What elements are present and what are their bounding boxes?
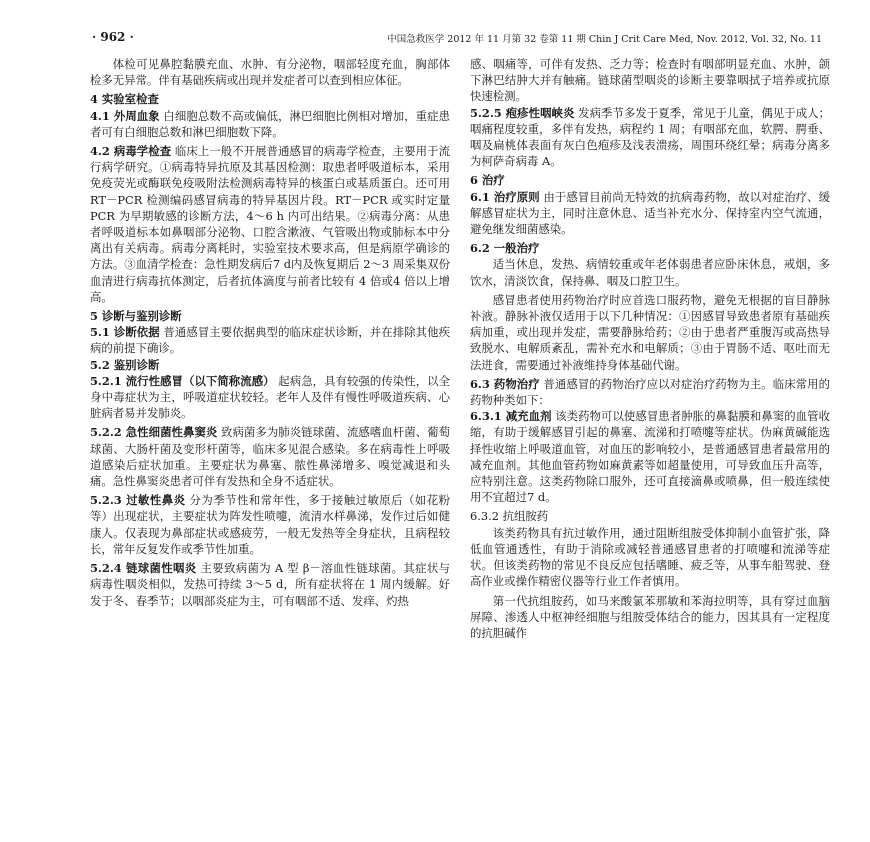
- paragraph-text: 由于感冒目前尚无特效的抗病毒药物，故以对症治疗、缓解感冒症状为主，同时注意休息、适当补充水分、保持室内空气流通，避免继发细菌感染。: [470, 189, 830, 237]
- section-heading: 6 治疗: [470, 173, 505, 188]
- running-header: [92, 30, 822, 46]
- subsection-heading: 5.2 鉴别诊断: [90, 357, 160, 372]
- subsection-heading: 5.2.3 过敏性鼻炎: [90, 493, 186, 508]
- paragraph-text: 临床上一般不开展普通感冒的病毒学检查，主要用于流行病学研究。①病毒特异抗原及其基因检测：取患者呼吸道标本，采用免疫荧光或酶联免疫吸附法检测病毒特异的核蛋白或基质蛋白。还可用 RT－PCR 检测编码感冒病毒的特异基因片段。RT－PCR 或实时定量 PCR 为早期敏感的诊断方法，4～6 h 内可出结果。②病毒分离：从患者呼吸道标本如鼻咽部分泌物、口腔含漱液、气管吸出物或肺标本中分离出有关病毒。病毒分离耗时，实验室技术要求高，但是病原学确诊的方法。③血清学检查：急性期发病后7 d内及恢复期后 2～3 周采集双份血清进行病毒抗体测定，后者抗体滴度与前者比较有 4 倍或4 倍以上增高。: [90, 144, 450, 304]
- subsection-heading: 5.2.4 链球菌性咽炎: [90, 561, 197, 576]
- paragraph-text: 主要致病菌为 A 型 β－溶血性链球菌。其症状与病毒性咽炎相似，发热可持续 3～5 d，所有症状将在 1 周内缓解。好发于冬、春季节；以咽部炎症为主，可有咽部不适、发痒、灼热: [90, 561, 450, 608]
- paragraph-text: 该类药物可以使感冒患者肿胀的鼻黏膜和鼻窦的血管收缩，有助于缓解感冒引起的鼻塞、流涕和打喷嚏等症状。伪麻黄碱能选择性收缩上呼吸道血管，对血压的影响较小，是普通感冒患者最常用的减充血剂。其他血管药物如麻黄素等如超量使用，可导致血压升高等，应特别注意。这类药物除口服外，还可直接滴鼻或喷鼻，但一般连续使用不宜超过7 d。: [470, 409, 830, 505]
- subsection-heading: 6.3 药物治疗: [470, 376, 540, 391]
- subsection-heading: 5.2.1 流行性感冒（以下简称流感）: [90, 373, 275, 388]
- paragraph: [470, 376, 830, 408]
- paragraph-text: 分为季节性和常年性，多于接触过敏原后（如花粉等）出现症状，主要症状为阵发性喷嚏，流清水样鼻涕，发作过后如健康人。仅表现为鼻部症状或感疲劳，一般无发热等全身症状，且病程较长，常年反复发作或季节性加重。: [90, 493, 450, 556]
- section-heading: 4 实验室检查: [90, 92, 159, 107]
- paragraph: [470, 189, 830, 238]
- paragraph-text: 普通感冒主要依据典型的临床症状诊断，并在排除其他疾病的前提下确诊。: [90, 325, 450, 356]
- paragraph: 适当休息，发热、病情较重或年老体弱患者应卧床休息，戒烟，多饮水，清淡饮食，保持鼻、咽及口腔卫生。: [470, 257, 830, 288]
- paragraph: [90, 492, 450, 557]
- subsection-heading: 6.3.1 减充血剂: [470, 409, 552, 424]
- paragraph-text: 普通感冒的药物治疗应以对症治疗药物为主。临床常用的药物种类如下：: [470, 376, 830, 408]
- paragraph-text: 白细胞总数不高或偏低，淋巴细胞比例相对增加，重症患者可有白细胞总数和淋巴细胞数下降。: [90, 108, 450, 139]
- paragraph: [470, 105, 830, 170]
- paragraph: [90, 324, 450, 356]
- paragraph-text: 起病急，具有较强的传染性，以全身中毒症状为主，呼吸道症状较轻。老年人及伴有慢性呼吸道疾病、心脏病者易并发肺炎。: [90, 373, 450, 421]
- paragraph-text: 发病季节多发于夏季，常见于儿童，偶见于成人；咽痛程度较重，多伴有发热，病程约 1 周；有咽部充血，软腭、腭垂、咽及扁桃体表面有灰白色疱疹及浅表溃疡，周围环绕红晕；病毒分离多为柯萨奇病毒 A。: [470, 105, 830, 169]
- left-column: [90, 56, 450, 609]
- subsection-heading: 6.1 治疗原则: [470, 189, 540, 204]
- paragraph: 该类药物具有抗过敏作用，通过阻断组胺受体抑制小血管扩张，降低血管通透性，有助于消除或减轻普通感冒患者的打喷嚏和流涕等症状。但该类药物的常见不良反应包括嗜睡、疲乏等，从事车船驾驶、登高作业或操作精密仪器等行业工作者慎用。: [470, 525, 830, 589]
- paragraph: [90, 560, 450, 609]
- subsection-heading: 6.2 一般治疗: [470, 241, 540, 256]
- paragraph-text: 致病菌多为肺炎链球菌、流感嗜血杆菌、葡萄球菌、大肠杆菌及变形杆菌等，临床多见混合感染。多在病毒性上呼吸道感染后症状加重。主要症状为鼻塞、脓性鼻涕增多、嗅觉减退和头痛。急性鼻窦炎患者可伴有发热和全身不适症状。: [90, 425, 450, 489]
- paragraph: [90, 108, 450, 140]
- paragraph: 体检可见鼻腔黏膜充血、水肿、有分泌物，咽部轻度充血，胸部体检多无异常。伴有基础疾病或出现并发症者可以查到相应体征。: [90, 57, 450, 88]
- page-number: · 962 ·: [92, 30, 134, 44]
- subsection-heading: 5.1 诊断依据: [90, 325, 160, 340]
- subsection-heading: 5.2.2 急性细菌性鼻窦炎: [90, 425, 218, 440]
- paragraph: [470, 408, 830, 505]
- paragraph: 感冒患者使用药物治疗时应首选口服药物，避免无根据的盲目静脉补液。静脉补液仅适用于以下几种情况：①因感冒导致患者原有基础疾病加重，或出现并发症，需要静脉给药；②由于患者严重腹泻或高热导致脱水、电解质紊乱，需补充水和电解质；③由于胃肠不适、呕吐而无法进食，需要通过补液维持身体基础代谢。: [470, 292, 830, 372]
- paragraph: 第一代抗组胺药，如马来酸氯苯那敏和苯海拉明等，具有穿过血脑屏障、渗透人中枢神经细胞与组胺受体结合的能力，因其具有一定程度的抗胆碱作: [470, 593, 830, 640]
- subsection-heading: 5.2.5 疱疹性咽峡炎: [470, 105, 575, 120]
- subsection-heading: 4.1 外周血象: [90, 108, 160, 123]
- right-column: [470, 56, 830, 641]
- journal-citation: 中国急救医学 2012 年 11 月第 32 卷第 11 期 Chin J Crit Care Med, Nov. 2012, Vol. 32, No. 11: [387, 34, 822, 45]
- subsection-heading: 6.3.2 抗组胺药: [470, 509, 549, 524]
- paragraph: [90, 143, 450, 305]
- subsection-heading: 4.2 病毒学检查: [90, 144, 172, 159]
- paragraph: [90, 424, 450, 489]
- section-heading: 5 诊断与鉴别诊断: [90, 309, 182, 324]
- paragraph: [90, 373, 450, 422]
- paragraph: 感、咽痛等，可伴有发热、乏力等；检查时有咽部明显充血、水肿，颌下淋巴结肿大并有触痛。链球菌型咽炎的诊断主要靠咽拭子培养或抗原快速检测。: [470, 57, 830, 104]
